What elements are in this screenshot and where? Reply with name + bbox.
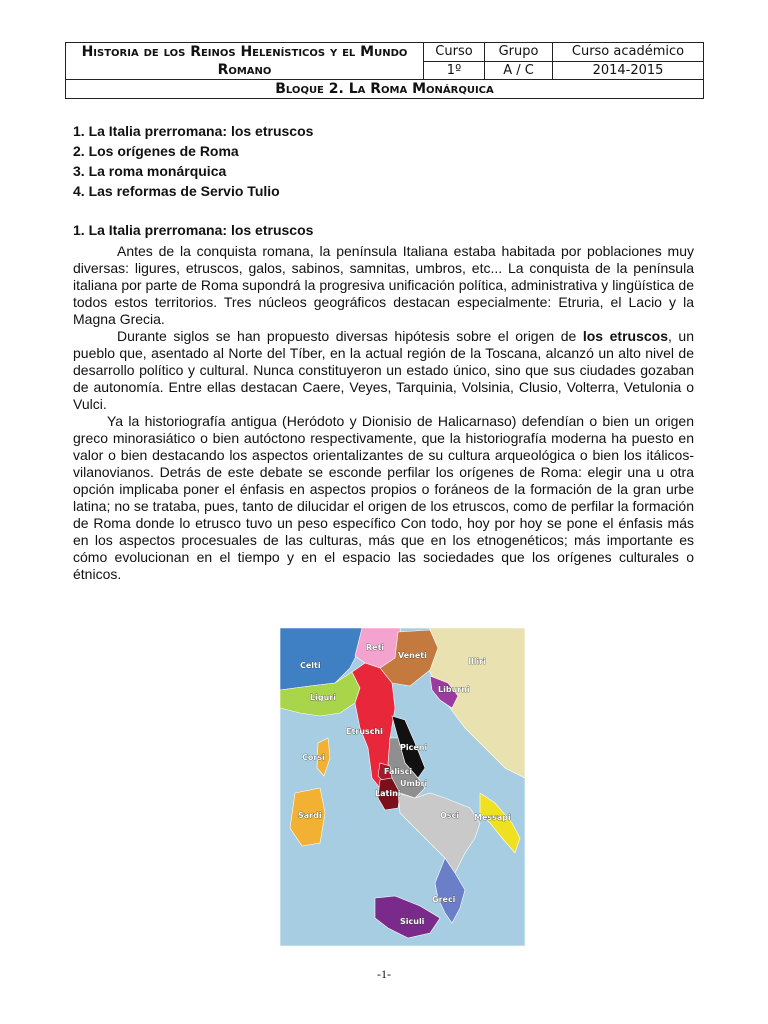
map-label-etruschi: Etruschi xyxy=(346,727,383,736)
map-label-illiri: Illiri xyxy=(468,657,486,666)
map-label-messapi: Messapi xyxy=(474,813,511,822)
map-label-liguri: Liguri xyxy=(310,693,336,702)
map-label-veneti: Veneti xyxy=(398,651,427,660)
map-label-celti: Celti xyxy=(300,661,321,670)
map-label-falisci: Falisci xyxy=(384,767,413,776)
map-graphic xyxy=(280,628,525,946)
paragraph: Antes de la conquista romana, la península Italiana estaba habitada por poblaciones muy diversas: ligures, etruscos, galos, sabinos, samnitas, umbros, etc... La conquista de la península italiana por parte de Roma supondrá la progresiva unificación política, administrativa y lingüística de todos estos territorios. Tres núcleos geográficos destacan especialmente: Etruria, el Lacio y la Magna Grecia. xyxy=(73,243,694,327)
paragraph-text: , un pueblo que, asentado al Norte del Tíber, en la actual región de la Toscana, alcanzó un alto nivel de desarrollo político y cultural. Nunca constituyeron un estado único, sino que sus ciudades gozaban de autonomía. Entre ellas destacan Caere, Veyes, Tarquinia, Volsinia, Clusio, Volterra, Vetulonia o Vulci. xyxy=(73,328,694,412)
map-label-osci: Osci xyxy=(440,811,460,820)
document-header xyxy=(65,42,704,99)
grupo-label: Grupo xyxy=(485,43,553,62)
map-label-liburni: Liburni xyxy=(438,685,470,694)
grupo-value: A / C xyxy=(485,61,553,80)
paragraph: Ya la historiografía antigua (Heródoto y Dionisio de Halicarnaso) defendían o bien un origen greco minorasiático o bien autóctono respectivamente, que la historiografía moderna ha puesto en valor o bien destacando los aspectos orientalizantes de su cultura arqueológica o bien los itálicos-vilanovianos. Detrás de este debate se esconde perfilar los orígenes de Roma: elegir una u otra opción implicaba poner el énfasis en aspectos propios o foráneos de la formación de la gran urbe latina; no se trataba, pues, tanto de dilucidar el origen de los etruscos, como de perfilar la formación de Roma donde lo etrusco tuvo un peso específico Con todo, hoy por hoy se pone el énfasis más en los aspectos procesuales de las culturas, más que en los etnogenéticos; más importante es cómo evolucionan en el tiempo y en el espacio las sociedades que los orígenes culturales o étnicos. xyxy=(73,413,694,582)
course-title: Historia de los Reinos Helenísticos y el Mundo Romano xyxy=(66,43,424,80)
page-number: -1- xyxy=(377,967,391,981)
curso-label: Curso xyxy=(424,43,485,62)
toc-item: 1. La Italia prerromana: los etruscos xyxy=(73,123,314,139)
map-ancient-italy xyxy=(280,628,525,946)
map-label-greci: Greci xyxy=(432,895,456,904)
map-label-siculi: Siculi xyxy=(400,917,425,926)
map-label-corsi: Corsi xyxy=(302,753,325,762)
map-label-reti: Reti xyxy=(366,643,385,652)
curso-value: 1º xyxy=(424,61,485,80)
toc-item: 4. Las reformas de Servio Tulio xyxy=(73,183,280,199)
bold-term: los etruscos xyxy=(582,328,668,344)
academic-year-label: Curso académico xyxy=(553,43,704,62)
map-label-latini: Latini xyxy=(375,789,401,798)
section-heading: 1. La Italia prerromana: los etruscos xyxy=(73,222,314,238)
table-of-contents xyxy=(73,121,313,201)
paragraph xyxy=(73,328,694,413)
toc-item: 2. Los orígenes de Roma xyxy=(73,143,239,159)
map-label-umbri: Umbri xyxy=(400,779,428,788)
block-title: Bloque 2. La Roma Monárquica xyxy=(66,80,704,99)
paragraph-text: Durante siglos se han propuesto diversas hipótesis sobre el origen de xyxy=(117,328,583,344)
map-label-sardi: Sardi xyxy=(298,811,322,820)
map-label-piceni: Piceni xyxy=(400,743,428,752)
toc-item: 3. La roma monárquica xyxy=(73,163,227,179)
section-body xyxy=(73,243,694,583)
academic-year-value: 2014-2015 xyxy=(553,61,704,80)
